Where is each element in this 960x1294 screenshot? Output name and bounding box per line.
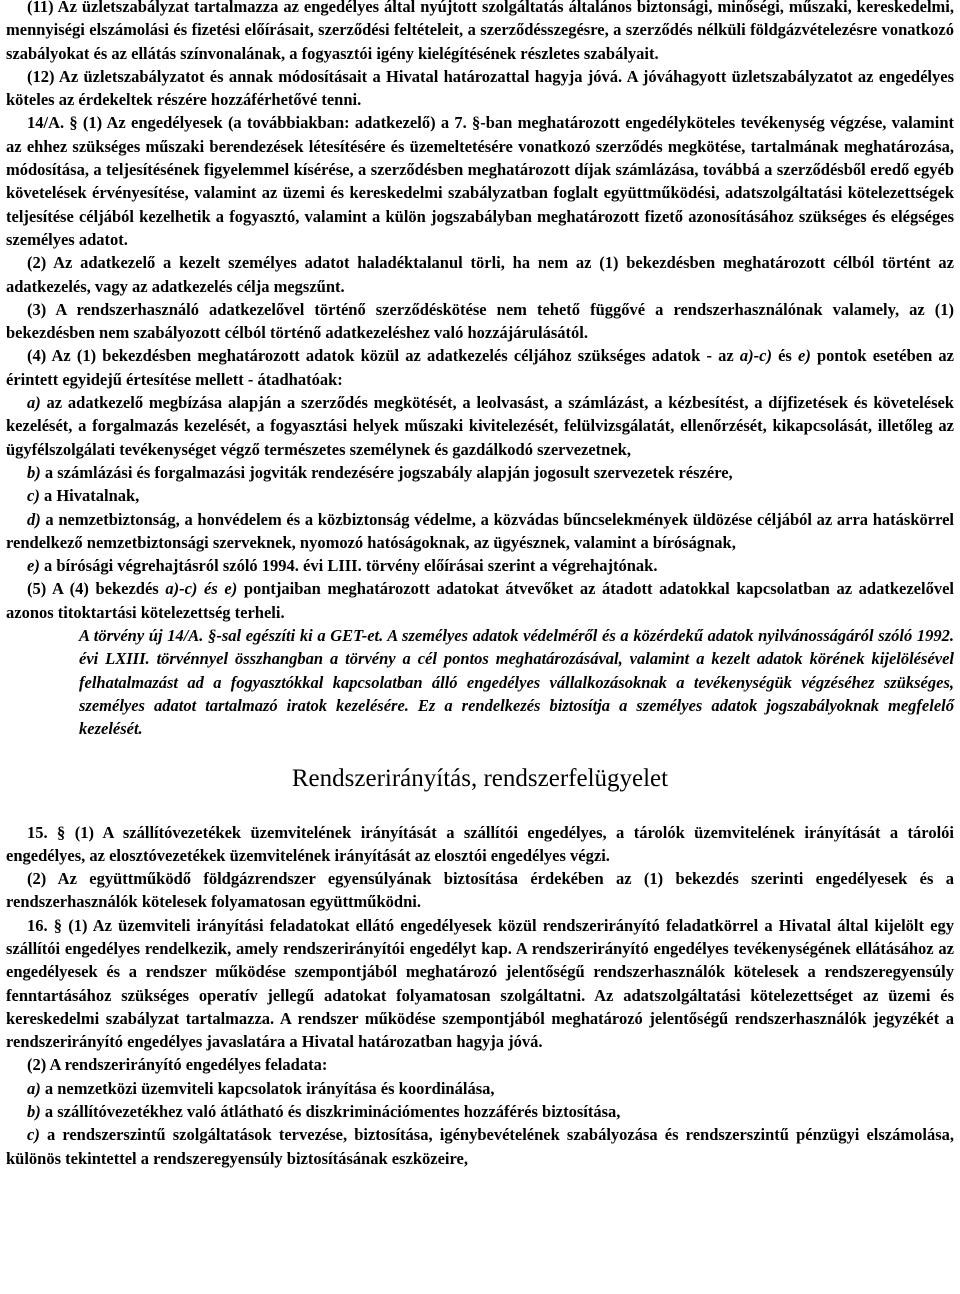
italic-run: e) (798, 346, 811, 366)
item-label: e) (27, 556, 40, 576)
paragraph-12: (12) Az üzletszabályzatot és annak módosításait a Hivatal határozattal hagyja jóvá. A jóváhagyott üzletszabályzatot az engedélyes köteles az érdekeltek részére hozzáférhetővé tenni. (6, 66, 954, 110)
section-15-2: (2) Az együttműködő földgázrendszer egyensúlyának biztosítása érdekében az (1) bekezdés szerinti engedélyesek és a rendszerhasználók kötelesek folyamatosan együttműködni. (6, 869, 954, 912)
text-run: (5) A (4) bekezdés (27, 579, 166, 599)
item-label: b) (27, 462, 41, 482)
item-label: b) (27, 1102, 41, 1122)
list-item-b (6, 461, 954, 484)
item-text: a bírósági végrehajtásról szóló 1994. évi LIII. törvény előírásai szerint a végrehajtónak. (39, 556, 658, 576)
text-run: pontjaiban meghatározott adatokat átvevőket az átadott adatokkal kapcsolatban az adatkezelővel azonos titoktartási kötelezettség terheli. (6, 579, 954, 622)
item-text: a Hivatalnak, (39, 486, 140, 506)
italic-run: a)-c) és e) (165, 579, 238, 599)
commentary-note: A törvény új 14/A. §-sal egészíti ki a GET-et. A személyes adatok védelméről és a közérdekű adatok nyilvánosságáról szóló 1992. évi LXIII. törvénnyel összhangban a törvény a cél pontos meghatározásával, valamint a kezelt adatok körének kijelölésével felhatalmazást ad a fogyasztókkal kapcsolatban álló engedélyes vállalkozásoknak a tevékenységük végzéséhez szükséges, személyes adatot tartalmazó iratok kezelésére. Ez a rendelkezés biztosítja a személyes adatok jogszabályoknak megfelelő kezelését. (79, 626, 954, 739)
section-14a-1: 14/A. § (1) Az engedélyesek (a továbbiakban: adatkezelő) a 7. §-ban meghatározott engedélyköteles tevékenység végzése, valamint az ehhez szükséges műszaki berendezések létesítésére és üzemeltetésére vonatkozó szerződés megkötése, tartalmának meghatározása, módosítása, a teljesítésének figyelemmel kísérése, a szerződésben meghatározott díjak számlázása, továbbá a szerződésből eredő egyéb követelések érvényesítése, valamint az üzemi és kereskedelmi szabályzatban foglalt együttműködési, adatszolgáltatási kötelezettségek teljesítése céljából kezelhetik a fogyasztó, valamint a külön jogszabályban meghatározott fizető azonosításához szükséges és elégséges személyes adatot. (6, 113, 954, 249)
list-item-e (6, 554, 954, 577)
text-run: és (771, 346, 799, 366)
list-item-a (6, 391, 954, 461)
item-label: c) (27, 1125, 40, 1145)
text-run: pontok esetében az érintett egyidejű értesítése mellett - átadhatóak: (6, 346, 954, 389)
section-14a-3: (3) A rendszerhasználó adatkezelővel történő szerződéskötése nem tehető függővé a rendszerhasználónak valamely, az (1) bekezdésben nem szabályozott célból történő adatkezeléshez való hozzájárulásától. (6, 299, 954, 343)
list-item-16-b (6, 1100, 954, 1123)
text-run: (4) Az (1) bekezdésben meghatározott adatok közül az adatkezelés céljához szükséges adatok - az (27, 346, 740, 366)
section-heading: Rendszerirányítás, rendszerfelügyelet (291, 764, 669, 792)
item-text: a nemzetbiztonság, a honvédelem és a közbiztonság védelme, a közvádas bűncselekmények üldözése céljából az arra hatáskörrel rendelkező nemzetbiztonsági szerveknek, nyomozó hatóságoknak, az ügyésznek, valamint a bíróságnak, (6, 509, 954, 552)
section-16-2: (2) A rendszerirányító engedélyes feladata: (27, 1055, 328, 1075)
section-15-1: 15. § (1) A szállítóvezetékek üzemvitelének irányítását a szállítói engedélyes, a tárolók üzemvitelének irányítását a tárolói engedélyes, az elosztóvezetékek üzemvitelének irányítását az elosztói engedélyes végzi. (6, 822, 954, 865)
list-item-16-a (6, 1077, 954, 1100)
italic-run: a)-c) (739, 346, 772, 366)
paragraph-11: (11) Az üzletszabályzat tartalmazza az engedélyes által nyújtott szolgáltatás általános biztonsági, minőségi, műszaki, kereskedelmi, mennyiségi elszámolási és fizetési előírásait, szerződési feltételeit, a szerződésszegésre, a szerződés nélküli földgázvételezésre vonatkozó szabályokat és az ellátás színvonalának, a fogyasztói igény kielégítésének részletes szabályait. (6, 0, 954, 63)
section-14a-5 (6, 577, 954, 624)
item-text: az adatkezelő megbízása alapján a szerződés megkötését, a leolvasást, a számlázást, a kézbesítést, a díjfizetések és követelések kezelését, a forgalmazás kezelését, a fogyasztási helyek műszaki kivitelezését, felülvizsgálatát, ellenőrzését, kikapcsolását, illetőleg az ügyfélszolgálati tevékenységet végző természetes személynek és gazdálkodó szervezetnek, (6, 393, 954, 459)
item-text: a nemzetközi üzemviteli kapcsolatok irányítása és koordinálása, (40, 1078, 495, 1098)
list-item-16-c (6, 1123, 954, 1170)
item-label: d) (27, 509, 41, 529)
section-14a-4 (6, 344, 954, 391)
section-16-1: 16. § (1) Az üzemviteli irányítási feladatokat ellátó engedélyesek közül rendszerirányító feladatkörrel a Hivatal által kijelölt egy szállítói engedélyes rendelkezik, amely rendszerirányítói engedélyt kap. A rendszerirányító engedélyes tevékenységének ellátásához az engedélyesek és a rendszer működése szempontjából meghatározó jelentőségű rendszerhasználók kötelesek a rendszeregyensúly fenntartásához szükséges operatív jellegű adatokat folyamatosan szolgáltatni. Az adatszolgáltatási kötelezettséget az üzemi és kereskedelmi szabályzat tartalmazza. A rendszer működése szempontjából meghatározó jelentőségű rendszerhasználók jegyzékét a rendszerirányító engedélyes javaslatára a Hivatal határozatban hagyja jóvá. (6, 915, 954, 1052)
item-label: c) (27, 486, 40, 506)
item-text: a számlázási és forgalmazási jogviták rendezésére jogszabály alapján jogosult szervezetek részére, (40, 462, 733, 482)
item-label: a) (27, 1078, 41, 1098)
item-text: a rendszerszintű szolgáltatások tervezése, biztosítása, igénybevételének szabályozása és rendszerszintű pénzügyi elszámolása, különös tekintettel a rendszeregyensúly biztosításának eszközeire, (6, 1125, 954, 1168)
item-label: a) (27, 393, 41, 413)
list-item-c (6, 484, 954, 507)
list-item-d (6, 508, 954, 555)
item-text: a szállítóvezetékhez való átlátható és diszkriminációmentes hozzáférés biztosítása, (40, 1102, 621, 1122)
section-14a-2: (2) Az adatkezelő a kezelt személyes adatot haladéktalanul törli, ha nem az (1) bekezdésben meghatározott célból történt az adatkezelés, vagy az adatkezelés célja megszűnt. (6, 253, 954, 296)
